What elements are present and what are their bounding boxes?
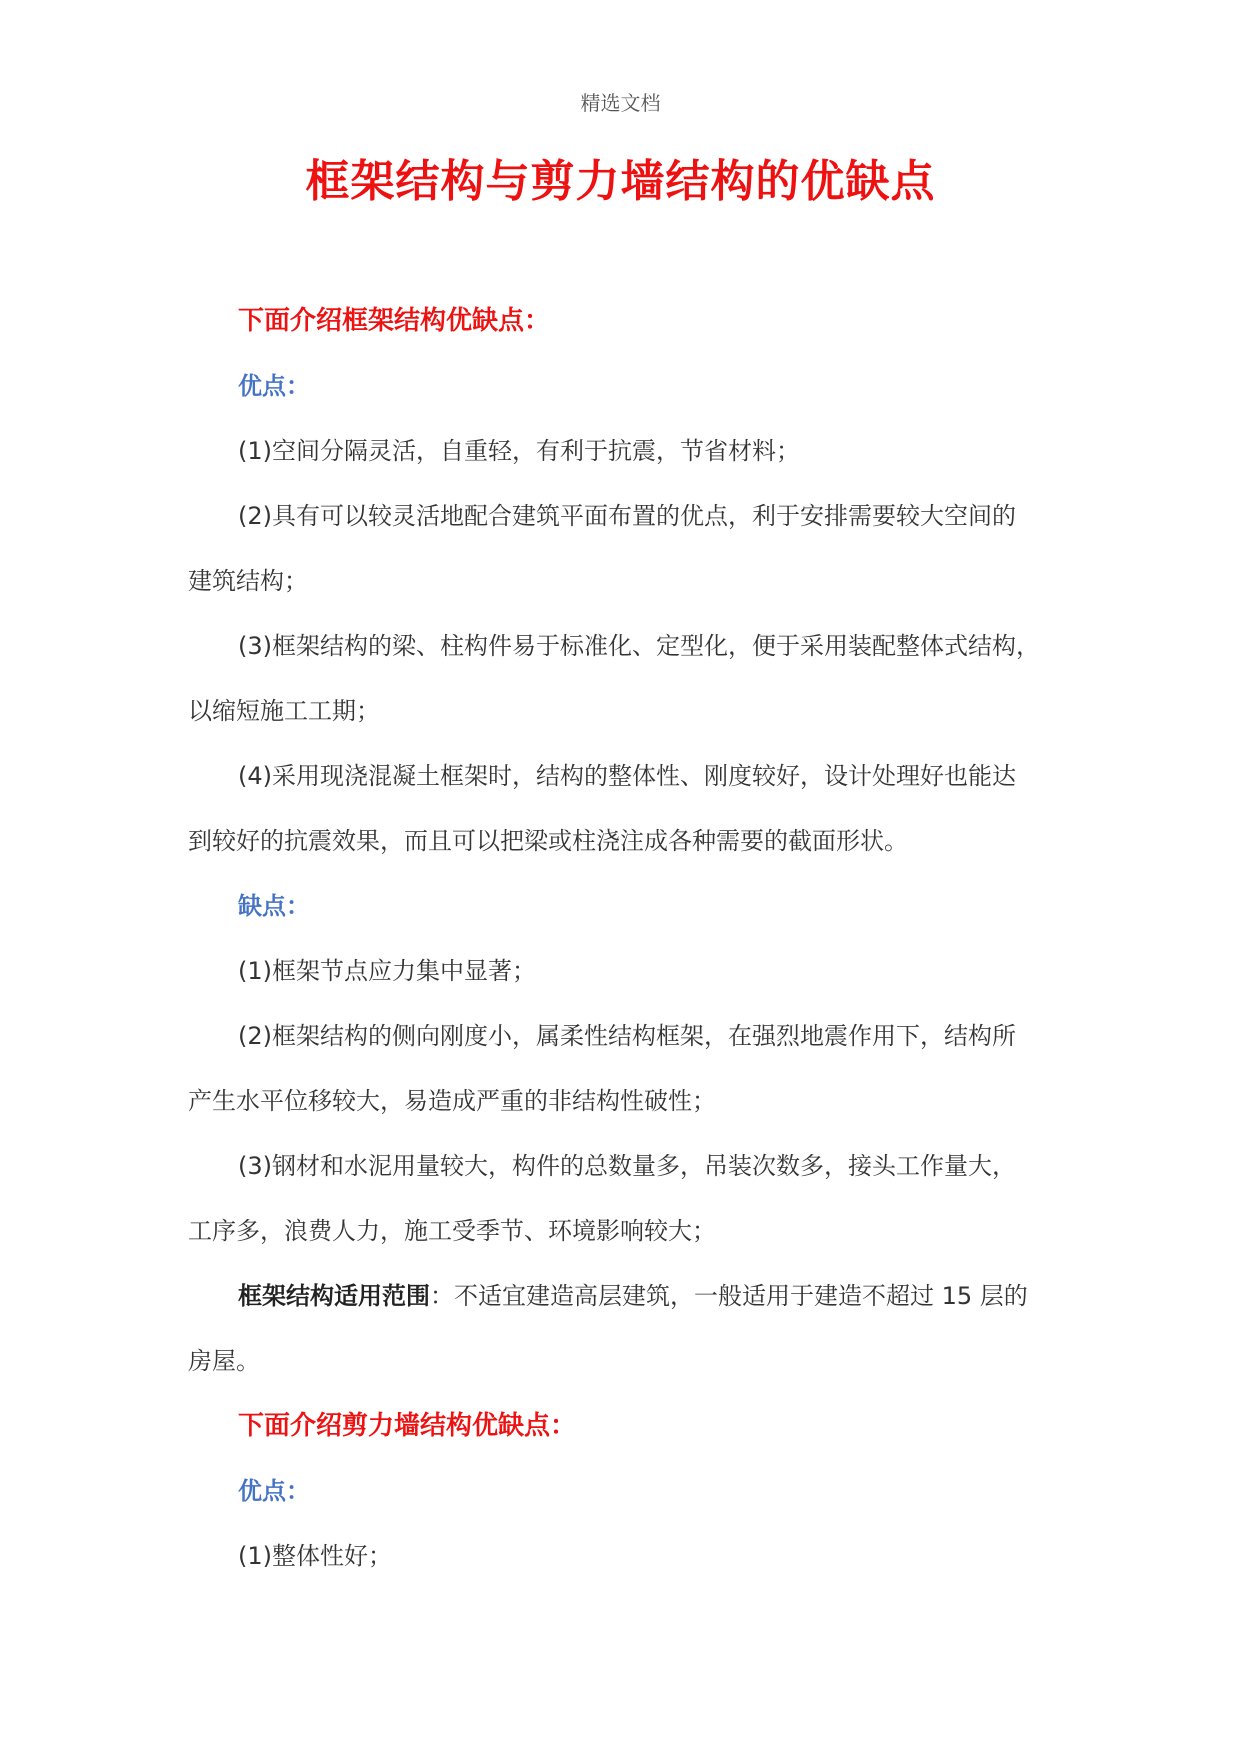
- frame-scope-label: 框架结构适用范围: [238, 1282, 430, 1310]
- frame-disadvantages-heading: 缺点：: [238, 892, 310, 920]
- frame-disadvantage-2: (2)框架结构的侧向刚度小，属柔性结构框架，在强烈地震作用下，结构所: [238, 1022, 1016, 1050]
- header-tag: 精选文档: [580, 91, 661, 115]
- frame-advantage-1: (1)空间分隔灵活，自重轻，有利于抗震，节省材料；: [238, 437, 800, 465]
- frame-disadvantage-3-cont: 工序多，浪费人力，施工受季节、环境影响较大；: [188, 1217, 716, 1245]
- frame-disadvantage-3: (3)钢材和水泥用量较大，构件的总数量多，吊装次数多，接头工作量大，: [238, 1152, 1016, 1180]
- shear-wall-advantages-heading: 优点：: [238, 1477, 310, 1505]
- frame-advantage-3-cont: 以缩短施工工期；: [188, 697, 380, 725]
- frame-advantage-2-cont: 建筑结构；: [188, 567, 308, 595]
- frame-advantages-heading: 优点：: [238, 372, 310, 400]
- frame-section-heading: 下面介绍框架结构优缺点：: [238, 306, 551, 336]
- frame-scope-text: ：不适宜建造高层建筑，一般适用于建造不超过 15 层的: [430, 1282, 1028, 1310]
- frame-advantage-3: (3)框架结构的梁、柱构件易于标准化、定型化，便于采用装配整体式结构，: [238, 632, 1040, 660]
- frame-scope-cont: 房屋。: [188, 1347, 260, 1375]
- shear-wall-advantage-1: (1)整体性好；: [238, 1542, 392, 1570]
- shear-wall-section-heading: 下面介绍剪力墙结构优缺点：: [238, 1411, 577, 1441]
- frame-disadvantage-2-cont: 产生水平位移较大，易造成严重的非结构性破性；: [188, 1087, 716, 1115]
- document-title: 框架结构与剪力墙结构的优缺点: [305, 156, 936, 207]
- frame-advantage-4-cont: 到较好的抗震效果，而且可以把梁或柱浇注成各种需要的截面形状。: [188, 827, 908, 855]
- frame-advantage-2: (2)具有可以较灵活地配合建筑平面布置的优点，利于安排需要较大空间的: [238, 502, 1016, 530]
- document-body: [188, 289, 1068, 1589]
- frame-advantage-4: (4)采用现浇混凝土框架时，结构的整体性、刚度较好，设计处理好也能达: [238, 762, 1016, 790]
- frame-disadvantage-1: (1)框架节点应力集中显著；: [238, 957, 536, 985]
- frame-scope-paragraph: [188, 1264, 1068, 1329]
